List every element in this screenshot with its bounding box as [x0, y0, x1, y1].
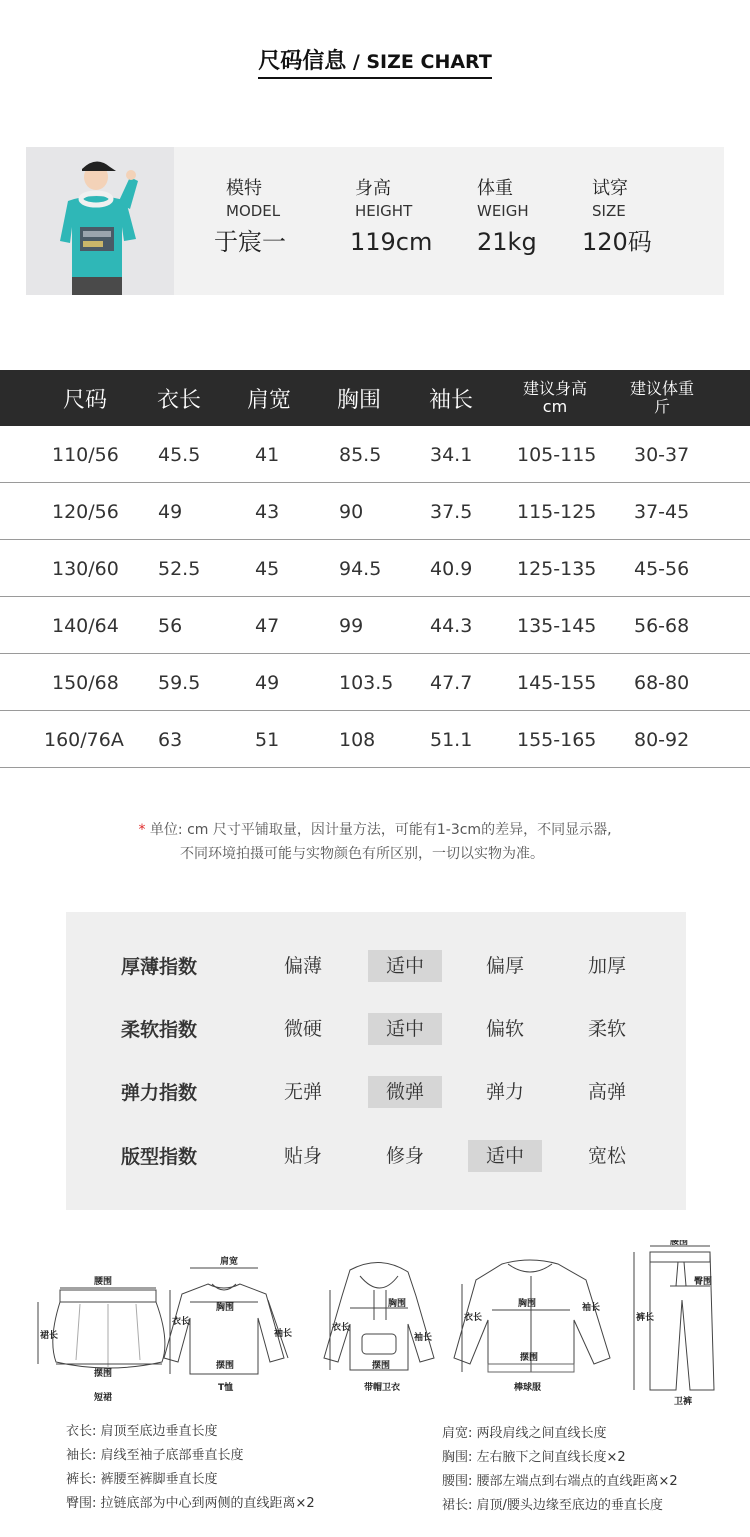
- measurement-note: [0, 818, 750, 866]
- cell-shoulder: 43: [255, 500, 280, 523]
- header-shoulder: 肩宽: [246, 387, 291, 413]
- definition-value: 拉链底部为中心到两侧的直线距离×2: [100, 1496, 315, 1511]
- skirt-name-label: 短裙: [94, 1393, 113, 1403]
- definition-value: 肩顶至底边垂直长度: [100, 1424, 218, 1439]
- index-label: 柔软指数: [121, 1019, 198, 1041]
- model-name-value: 于宸一: [214, 228, 286, 256]
- cell-sleeve: 51.1: [430, 728, 473, 751]
- cell-weight: 30-37: [634, 443, 690, 466]
- definition-item: [66, 1420, 218, 1444]
- tshirt-length-label: 衣长: [172, 1317, 191, 1327]
- cell-shoulder: 41: [255, 443, 280, 466]
- header-suggested-weight: [612, 370, 712, 426]
- definition-value: 肩顶/腰头边缘至底边的垂直长度: [476, 1498, 663, 1513]
- cell-sleeve: 40.9: [430, 557, 473, 580]
- table-row: [0, 597, 750, 654]
- definition-item: [66, 1444, 244, 1468]
- cell-length: 63: [158, 728, 183, 751]
- cell-height: 155-165: [517, 728, 597, 751]
- tshirt-shoulder-label: 肩宽: [220, 1257, 239, 1267]
- skirt-length-label: 裙长: [40, 1331, 59, 1341]
- title-en: SIZE CHART: [366, 51, 492, 73]
- header-chest: 胸围: [336, 387, 381, 413]
- definition-value: 左右腋下之间直线长度×2: [476, 1450, 626, 1465]
- table-row: [0, 426, 750, 483]
- cell-chest: 103.5: [339, 671, 394, 694]
- cell-size: 160/76A: [44, 728, 124, 751]
- header-suggested-height-l2: cm: [542, 397, 568, 416]
- cell-length: 56: [158, 614, 183, 637]
- pants-waist-label: 腰围: [670, 1240, 689, 1247]
- header-suggested-height-l1: 建议身高: [522, 379, 587, 398]
- note-line-1: [0, 818, 750, 842]
- hoodie-chest-label: 胸围: [388, 1299, 407, 1309]
- index-option: 偏厚: [485, 955, 524, 977]
- height-value: 119cm: [350, 228, 433, 256]
- index-row-fit: [66, 1140, 686, 1174]
- index-option: 偏软: [485, 1018, 524, 1040]
- definition-item: [442, 1494, 663, 1518]
- cell-shoulder: 49: [255, 671, 280, 694]
- pants-diagram: [634, 1240, 714, 1407]
- cell-sleeve: 47.7: [430, 671, 473, 694]
- fabric-index-panel: [66, 912, 686, 1210]
- model-col-weight: [477, 177, 537, 259]
- pants-name-label: 卫裤: [674, 1397, 693, 1407]
- cell-chest: 90: [339, 500, 364, 523]
- baseball-hem-label: 摆围: [520, 1353, 539, 1363]
- model-photo: [26, 147, 174, 295]
- hoodie-hem-label: 摆围: [372, 1361, 391, 1371]
- title-separator: /: [346, 51, 367, 73]
- index-option-selected: 适中: [368, 950, 442, 982]
- model-col-height: [350, 177, 433, 259]
- model-stats: [174, 147, 724, 295]
- definition-key: 臀围:: [66, 1496, 97, 1511]
- cell-size: 140/64: [52, 614, 119, 637]
- header-sleeve: 袖长: [428, 387, 473, 413]
- index-option-selected: 适中: [368, 1013, 442, 1045]
- cell-shoulder: 51: [255, 728, 280, 751]
- cell-size: 120/56: [52, 500, 119, 523]
- cell-weight: 80-92: [634, 728, 690, 751]
- size-label-en: SIZE: [592, 202, 626, 220]
- cell-length: 49: [158, 500, 183, 523]
- cell-weight: 37-45: [634, 500, 690, 523]
- index-option: 修身: [385, 1145, 424, 1167]
- cell-sleeve: 34.1: [430, 443, 473, 466]
- header-size: 尺码: [62, 387, 107, 413]
- cell-chest: 85.5: [339, 443, 382, 466]
- definition-key: 腰围:: [442, 1474, 473, 1489]
- note-text-1: 单位: cm 尺寸平铺取量，因计量方法，可能有1-3cm的差异，不同显示器,: [149, 822, 612, 838]
- definition-item: [66, 1492, 315, 1516]
- cell-length: 59.5: [158, 671, 201, 694]
- definition-value: 腰部左端点到右端点的直线距离×2: [476, 1474, 678, 1489]
- header-suggested-weight-l2: 斤: [653, 397, 670, 416]
- cell-chest: 108: [339, 728, 376, 751]
- pants-length-label: 裤长: [636, 1313, 655, 1323]
- model-col-size: [582, 177, 652, 259]
- tshirt-sleeve-label: 袖长: [274, 1329, 293, 1339]
- height-label-zh: 身高: [355, 178, 391, 199]
- model-col-model: [214, 177, 286, 259]
- hoodie-length-label: 衣长: [332, 1323, 351, 1333]
- cell-height: 105-115: [517, 443, 597, 466]
- size-table-body: [0, 426, 750, 770]
- index-label: 版型指数: [121, 1146, 198, 1168]
- index-option: 弹力: [485, 1081, 524, 1103]
- model-label-zh: 模特: [226, 178, 262, 199]
- index-option: 微硬: [283, 1018, 322, 1040]
- weight-label-en: WEIGH: [477, 202, 529, 220]
- cell-sleeve: 37.5: [430, 500, 473, 523]
- header-suggested-height: [505, 370, 605, 426]
- cell-height: 115-125: [517, 500, 597, 523]
- measurement-diagrams: [30, 1240, 730, 1410]
- table-row: [0, 711, 750, 768]
- header-suggested-weight-l1: 建议体重: [629, 379, 694, 398]
- skirt-waist-label: 腰围: [94, 1277, 113, 1287]
- cell-size: 150/68: [52, 671, 119, 694]
- note-text-2: 不同环境拍摄可能与实物颜色有所区别，一切以实物为准。: [180, 846, 544, 862]
- model-label-en: MODEL: [226, 202, 281, 220]
- index-option: 宽松: [587, 1145, 626, 1167]
- definition-value: 肩线至袖子底部垂直长度: [100, 1448, 244, 1463]
- definition-key: 肩宽:: [442, 1426, 473, 1441]
- hoodie-sleeve-label: 袖长: [414, 1333, 433, 1343]
- baseball-chest-label: 胸围: [518, 1299, 537, 1309]
- definition-item: [442, 1470, 678, 1494]
- tshirt-hem-label: 摆围: [216, 1361, 235, 1371]
- skirt-diagram: [38, 1275, 165, 1403]
- skirt-hem-label: 摆围: [94, 1369, 113, 1379]
- definition-key: 衣长:: [66, 1424, 97, 1439]
- table-row: [0, 540, 750, 597]
- index-option: 贴身: [283, 1145, 322, 1167]
- cell-weight: 56-68: [634, 614, 690, 637]
- cell-weight: 68-80: [634, 671, 690, 694]
- baseball-length-label: 衣长: [464, 1313, 483, 1323]
- index-row-thickness: [66, 950, 686, 984]
- baseball-sleeve-label: 袖长: [582, 1303, 601, 1313]
- cell-shoulder: 45: [255, 557, 280, 580]
- size-value: 120码: [582, 228, 652, 256]
- pants-hip-label: 臀围: [694, 1277, 713, 1287]
- definition-value: 裤腰至裤脚垂直长度: [100, 1472, 218, 1487]
- tshirt-name-label: T恤: [218, 1383, 234, 1393]
- definition-item: [442, 1422, 607, 1446]
- table-row: [0, 483, 750, 540]
- cell-height: 125-135: [517, 557, 597, 580]
- tshirt-chest-label: 胸围: [216, 1303, 235, 1313]
- index-option: 高弹: [587, 1081, 626, 1103]
- baseball-diagram: [454, 1260, 610, 1393]
- cell-size: 130/60: [52, 557, 119, 580]
- height-label-en: HEIGHT: [355, 202, 413, 220]
- hoodie-name-label: 带帽卫衣: [364, 1383, 401, 1393]
- page-title: [0, 48, 750, 79]
- index-option: 无弹: [283, 1081, 322, 1103]
- baseball-name-label: 棒球服: [514, 1383, 542, 1393]
- definition-item: [66, 1468, 218, 1492]
- cell-sleeve: 44.3: [430, 614, 473, 637]
- index-option-selected: 适中: [468, 1140, 542, 1172]
- hoodie-diagram: [324, 1262, 434, 1393]
- definition-key: 袖长:: [66, 1448, 97, 1463]
- weight-label-zh: 体重: [477, 178, 513, 199]
- definition-value: 两段肩线之间直线长度: [476, 1426, 607, 1441]
- header-length: 衣长: [156, 387, 201, 413]
- index-label: 弹力指数: [121, 1082, 198, 1104]
- definition-key: 胸围:: [442, 1450, 473, 1465]
- definition-key: 裙长:: [442, 1498, 473, 1513]
- cell-chest: 94.5: [339, 557, 382, 580]
- definition-item: [442, 1446, 626, 1470]
- weight-value: 21kg: [477, 228, 537, 256]
- index-option: 柔软: [587, 1018, 626, 1040]
- definition-key: 裤长:: [66, 1472, 97, 1487]
- size-label-zh: 试穿: [592, 178, 628, 199]
- title-zh: 尺码信息: [258, 49, 347, 74]
- cell-height: 135-145: [517, 614, 597, 637]
- cell-length: 45.5: [158, 443, 201, 466]
- note-star: *: [138, 822, 146, 838]
- table-row: [0, 654, 750, 711]
- size-table-header: [0, 370, 750, 426]
- index-row-softness: [66, 1013, 686, 1047]
- cell-shoulder: 47: [255, 614, 280, 637]
- cell-height: 145-155: [517, 671, 597, 694]
- index-option: 加厚: [587, 955, 626, 977]
- cell-chest: 99: [339, 614, 364, 637]
- index-label: 厚薄指数: [121, 956, 198, 978]
- tshirt-diagram: [164, 1255, 292, 1393]
- index-option-selected: 微弹: [368, 1076, 442, 1108]
- cell-length: 52.5: [158, 557, 201, 580]
- cell-size: 110/56: [52, 443, 119, 466]
- index-option: 偏薄: [283, 955, 322, 977]
- cell-weight: 45-56: [634, 557, 690, 580]
- index-row-elasticity: [66, 1076, 686, 1110]
